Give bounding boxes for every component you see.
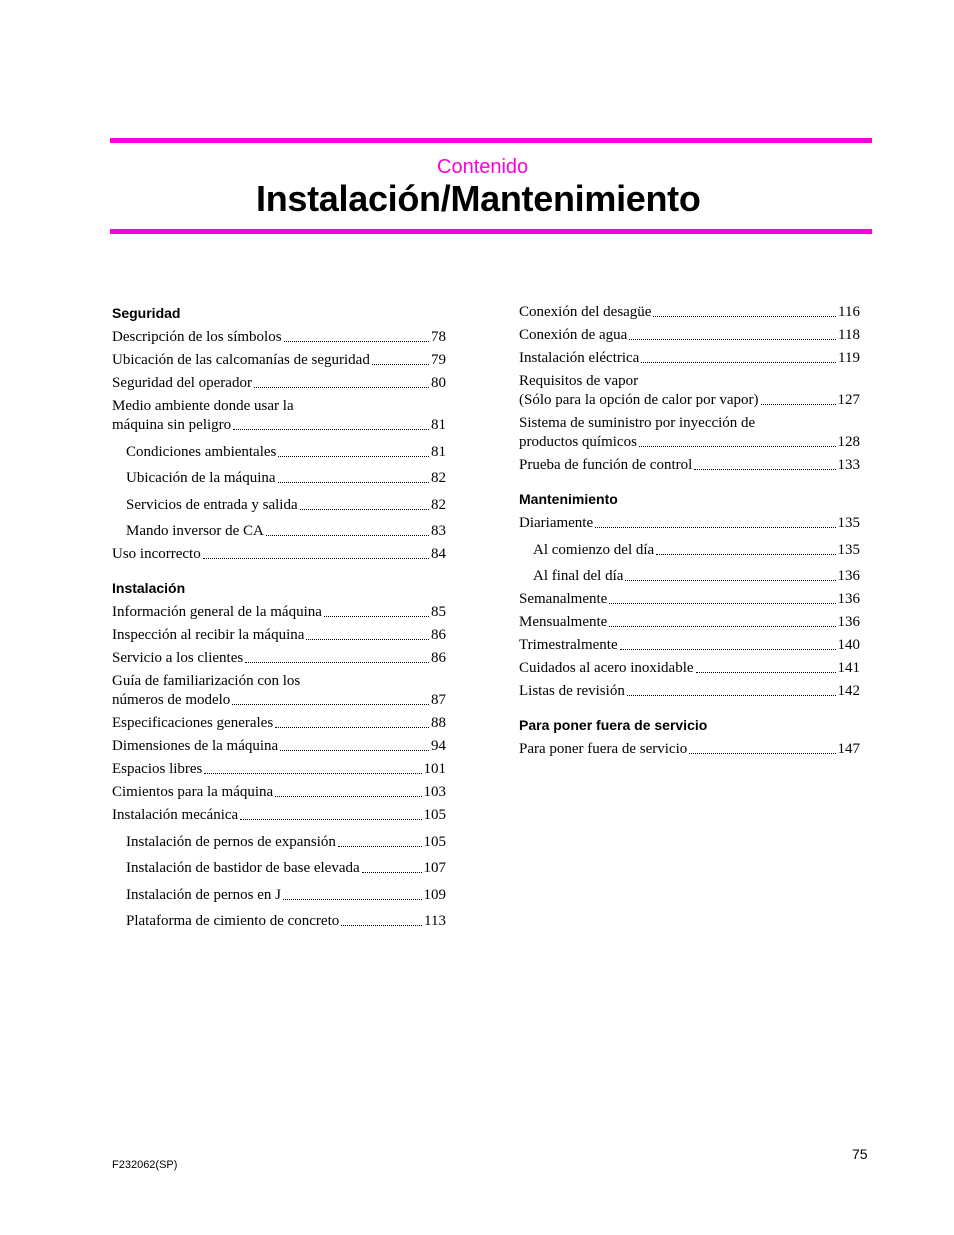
- toc-entry-text: Listas de revisión: [519, 683, 625, 699]
- toc-entry[interactable]: [112, 760, 446, 779]
- toc-entry-text: Mando inversor de CA: [126, 523, 264, 539]
- toc-entry-page: 88: [431, 715, 446, 731]
- dot-leader: [324, 616, 429, 617]
- toc-entry-text: Ubicación de la máquina: [126, 470, 276, 486]
- toc-entry[interactable]: [112, 737, 446, 756]
- document-code: F232062(SP): [112, 1159, 178, 1171]
- toc-left-column: [112, 303, 446, 931]
- toc-entry-page: 135: [837, 541, 860, 558]
- toc-entry-page: 136: [837, 591, 860, 607]
- toc-entry-text: Instalación eléctrica: [519, 350, 640, 366]
- toc-entry-text: Mensualmente: [519, 614, 608, 630]
- dot-leader: [254, 387, 429, 388]
- toc-entry-text: Plataforma de cimiento de concreto: [126, 913, 340, 929]
- toc-entry-text: Cimientos para la máquina: [112, 784, 274, 800]
- toc-entry-page: 83: [431, 523, 446, 539]
- toc-entry-text: Al comienzo del día: [533, 541, 655, 558]
- toc-entry-page: 118: [838, 327, 860, 343]
- toc-entry[interactable]: [519, 456, 860, 475]
- toc-entry-page: 85: [431, 604, 446, 620]
- toc-entry-page: 116: [838, 304, 860, 320]
- toc-entry-text-line1: Guía de familiarización con los: [112, 673, 301, 689]
- dot-leader: [284, 341, 429, 342]
- toc-subentry[interactable]: [112, 912, 446, 931]
- toc-entry-page: 142: [837, 683, 860, 699]
- page-number: 75: [852, 1146, 868, 1162]
- toc-entry-text: Servicio a los clientes: [112, 650, 244, 666]
- toc-entry[interactable]: [112, 603, 446, 622]
- toc-entry[interactable]: [112, 783, 446, 802]
- toc-entry-page: 127: [837, 392, 860, 408]
- toc-right-column: [519, 303, 860, 759]
- toc-entry-multiline[interactable]: [519, 414, 860, 452]
- toc-entry-multiline[interactable]: [519, 372, 860, 410]
- toc-entry-page: 81: [431, 417, 446, 433]
- section-heading-seguridad: Seguridad: [112, 305, 181, 321]
- toc-entry-text: Para poner fuera de servicio: [519, 741, 688, 757]
- toc-entry-text: Instalación de pernos en J: [126, 886, 281, 903]
- dot-leader: [266, 535, 429, 536]
- toc-entry-text-line1: Requisitos de vapor: [519, 373, 639, 389]
- dot-leader: [275, 796, 421, 797]
- toc-entry-page: 103: [423, 784, 446, 800]
- toc-entry-text: Condiciones ambientales: [126, 443, 277, 460]
- toc-entry-multiline[interactable]: [112, 672, 446, 710]
- dot-leader: [338, 846, 422, 847]
- dot-leader: [306, 639, 429, 640]
- toc-entry[interactable]: [112, 545, 446, 564]
- toc-entry[interactable]: [519, 613, 860, 632]
- dot-leader: [689, 753, 835, 754]
- dot-leader: [278, 456, 429, 457]
- toc-entry-text: Instalación mecánica: [112, 807, 239, 823]
- toc-entry[interactable]: [112, 806, 446, 825]
- toc-entry-page: 81: [431, 443, 446, 460]
- toc-entry-text: (Sólo para la opción de calor por vapor): [519, 392, 759, 408]
- section-heading-mantenimiento: Mantenimiento: [519, 491, 618, 507]
- toc-subentry[interactable]: [112, 496, 446, 515]
- toc-entry-page: 105: [423, 807, 446, 823]
- toc-entry-page: 86: [431, 627, 446, 643]
- toc-entry-text: Dimensiones de la máquina: [112, 738, 279, 754]
- toc-entry[interactable]: [112, 714, 446, 733]
- dot-leader: [372, 364, 429, 365]
- toc-entry-page: 140: [837, 637, 860, 653]
- dot-leader: [620, 649, 836, 650]
- toc-entry[interactable]: [519, 636, 860, 655]
- toc-entry[interactable]: [519, 349, 860, 368]
- dot-leader: [232, 704, 429, 705]
- toc-entry[interactable]: [519, 590, 860, 609]
- toc-entry-text: Cuidados al acero inoxidable: [519, 660, 694, 676]
- toc-entry-page: 136: [837, 614, 860, 630]
- toc-entry-page: 86: [431, 650, 446, 666]
- toc-subentry[interactable]: [112, 443, 446, 462]
- toc-entry-text: Inspección al recibir la máquina: [112, 627, 305, 643]
- toc-entry[interactable]: [519, 659, 860, 678]
- toc-entry-text: Al final del día: [533, 568, 624, 584]
- dot-leader: [280, 750, 429, 751]
- top-magenta-rule: [110, 138, 872, 143]
- toc-entry-page: 107: [423, 860, 446, 876]
- toc-entry[interactable]: [112, 626, 446, 645]
- toc-entry-text: Ubicación de las calcomanías de seguridad: [112, 352, 370, 368]
- toc-entry-multiline[interactable]: [112, 397, 446, 435]
- toc-entry-text: números de modelo: [112, 692, 231, 708]
- toc-entry[interactable]: [112, 351, 446, 370]
- toc-entry-text: Uso incorrecto: [112, 546, 201, 562]
- toc-entry-page: 87: [431, 692, 446, 708]
- dot-leader: [275, 727, 429, 728]
- toc-entry-page: 79: [431, 352, 446, 368]
- toc-entry-page: 82: [431, 496, 446, 513]
- toc-entry-page: 119: [838, 350, 860, 366]
- toc-subentry[interactable]: [112, 522, 446, 541]
- toc-entry[interactable]: [519, 740, 860, 759]
- toc-subentry[interactable]: [519, 541, 860, 560]
- toc-entry-text: Instalación de bastidor de base elevada: [126, 860, 360, 876]
- toc-entry-text-line1: Medio ambiente donde usar la: [112, 398, 294, 414]
- dot-leader: [595, 527, 835, 528]
- page-title: Instalación/Mantenimiento: [256, 178, 701, 219]
- toc-entry-page: 84: [431, 546, 446, 562]
- dot-leader: [362, 872, 422, 873]
- dot-leader: [641, 362, 836, 363]
- dot-leader: [609, 626, 835, 627]
- toc-entry[interactable]: [112, 374, 446, 393]
- toc-entry-text: Seguridad del operador: [112, 375, 252, 391]
- dot-leader: [278, 482, 429, 483]
- toc-entry-page: 113: [424, 913, 446, 929]
- toc-entry-page: 78: [431, 329, 446, 345]
- toc-subentry[interactable]: [112, 833, 446, 852]
- toc-entry[interactable]: [112, 328, 446, 347]
- toc-entry-text: Servicios de entrada y salida: [126, 496, 298, 513]
- toc-subentry[interactable]: [519, 567, 860, 586]
- toc-entry-text: Espacios libres: [112, 761, 203, 777]
- dot-leader: [694, 469, 835, 470]
- contents-subtitle: Contenido: [437, 156, 529, 178]
- toc-entry-text: Información general de la máquina: [112, 604, 322, 620]
- dot-leader: [240, 819, 421, 820]
- dot-leader: [283, 899, 422, 900]
- toc-entry-text: Especificaciones generales: [112, 715, 274, 731]
- dot-leader: [696, 672, 836, 673]
- toc-entry-page: 141: [837, 660, 860, 676]
- dot-leader: [245, 662, 429, 663]
- toc-entry[interactable]: [519, 303, 860, 322]
- toc-subentry[interactable]: [112, 469, 446, 488]
- toc-entry[interactable]: [519, 514, 860, 533]
- toc-entry-page: 136: [837, 568, 860, 584]
- toc-entry-page: 105: [423, 833, 446, 850]
- dot-leader: [341, 925, 422, 926]
- bottom-magenta-rule: [110, 229, 872, 234]
- toc-entry-page: 82: [431, 470, 446, 486]
- toc-entry-text: Conexión de agua: [519, 327, 628, 343]
- dot-leader: [653, 316, 836, 317]
- toc-entry-text: Semanalmente: [519, 591, 608, 607]
- dot-leader: [629, 339, 836, 340]
- dot-leader: [627, 695, 836, 696]
- toc-entry-page: 133: [837, 457, 860, 473]
- dot-leader: [761, 404, 836, 405]
- toc-entry-page: 80: [431, 375, 446, 391]
- toc-entry-text: productos químicos: [519, 434, 637, 450]
- toc-entry-text: Prueba de función de control: [519, 457, 693, 473]
- dot-leader: [204, 773, 421, 774]
- section-heading-fuera-de-servicio: Para poner fuera de servicio: [519, 717, 708, 733]
- toc-entry[interactable]: [519, 682, 860, 701]
- toc-entry[interactable]: [519, 326, 860, 345]
- toc-entry-page: 109: [423, 886, 446, 903]
- toc-subentry[interactable]: [112, 886, 446, 905]
- toc-entry-page: 128: [837, 434, 860, 450]
- toc-entry[interactable]: [112, 649, 446, 668]
- dot-leader: [625, 580, 835, 581]
- section-heading-instalacion: Instalación: [112, 580, 186, 596]
- toc-entry-text: Diariamente: [519, 515, 594, 531]
- toc-entry-text: máquina sin peligro: [112, 417, 232, 433]
- toc-subentry[interactable]: [112, 859, 446, 878]
- toc-entry-text-line1: Sistema de suministro por inyección de: [519, 415, 756, 431]
- toc-entry-text: Descripción de los símbolos: [112, 329, 282, 345]
- toc-entry-page: 135: [837, 515, 860, 531]
- dot-leader: [233, 429, 429, 430]
- toc-entry-page: 101: [423, 761, 446, 777]
- toc-entry-page: 94: [431, 738, 446, 754]
- dot-leader: [639, 446, 836, 447]
- dot-leader: [203, 558, 429, 559]
- toc-entry-page: 147: [837, 741, 860, 757]
- toc-entry-text: Conexión del desagüe: [519, 304, 652, 320]
- toc-entry-text: Instalación de pernos de expansión: [126, 833, 336, 850]
- dot-leader: [609, 603, 835, 604]
- toc-entry-text: Trimestralmente: [519, 637, 618, 653]
- dot-leader: [656, 554, 835, 555]
- dot-leader: [300, 509, 429, 510]
